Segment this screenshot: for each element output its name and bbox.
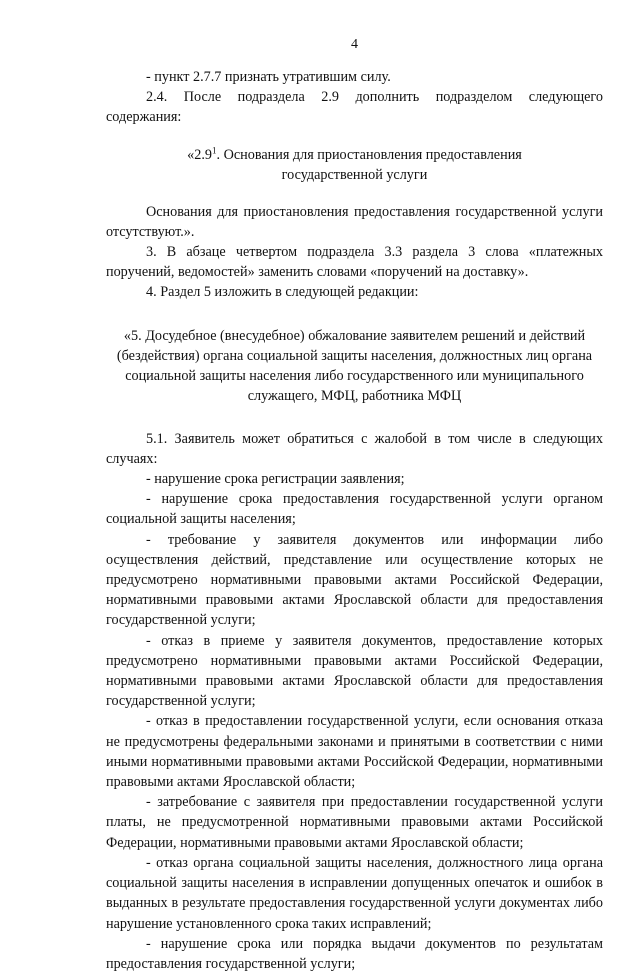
heading-superscript: 1 [212, 144, 217, 155]
list-item-refusal-service: - отказ в предоставлении государственной услуги, если основания отказа не предусмотрены федеральными законами и принятыми в соответствии с ними иными нормативными правовыми актами Российской Федерации, нормативными правовыми актами Ярославской области; [106, 713, 603, 791]
list-item-service-deadline: - нарушение срока предоставления государственной услуги органом социальной защиты населения; [106, 491, 603, 528]
list-item-issuance-violation: - нарушение срока или порядка выдачи документов по результатам предоставления государственной услуги; [106, 935, 603, 972]
heading-subsection-prefix: «2.9 [187, 146, 212, 163]
heading-subsection-title: . Основания для приостановления предоставления государственной услуги [216, 146, 522, 183]
paragraph-5-1: 5.1. Заявитель может обратиться с жалобой в том числе в следующих случаях: [106, 430, 603, 467]
paragraph-item-2-7-7: - пункт 2.7.7 признать утратившим силу. [146, 69, 391, 85]
list-item-fee-demand: - затребование с заявителя при предоставлении государственной услуги платы, не предусмотренной нормативными правовыми актами Российской Федерации, нормативными правовыми актами Ярославской области; [106, 794, 603, 851]
list-item-registration-deadline: - нарушение срока регистрации заявления; [146, 471, 405, 488]
paragraph-2-4: 2.4. После подраздела 2.9 дополнить подразделом следующего содержания: [106, 89, 603, 126]
paragraph-3: 3. В абзаце четвертом подраздела 3.3 раздела 3 слова «платежных поручений, ведомостей» заменить словами «поручений на доставку». [106, 244, 603, 281]
page-number: 4 [351, 37, 358, 52]
paragraph-4: 4. Раздел 5 изложить в следующей редакции: [146, 284, 419, 301]
heading-subsection-2-9-1 [106, 145, 603, 185]
paragraph-suspension-grounds: Основания для приостановления предоставления государственной услуги отсутствуют.». [106, 203, 603, 240]
list-item-document-requirement: - требование у заявителя документов или информации либо осуществления действий, представление или осуществление которых не предусмотрено нормативными правовыми актами Российской Федерации, нормативными правовыми актами Ярославской области для предоставления государственной услуги; [106, 531, 603, 629]
heading-section-5: «5. Досудебное (внесудебное) обжалование заявителем решений и действий (бездействия) органа социальной защиты населения, должностных лиц органа социальной защиты населения либо государственного или муниципального служащего, МФЦ, работника МФЦ [116, 327, 593, 404]
list-item-refusal-acceptance: - отказ в приеме у заявителя документов, предоставление которых предусмотрено нормативными правовыми актами Российской Федерации, нормативными правовыми актами Ярославской области для предоставления государственной услуги; [106, 632, 603, 710]
list-item-correction-refusal: - отказ органа социальной защиты населения, должностного лица органа социальной защиты населения в исправлении допущенных опечаток и ошибок в выданных в результате предоставления государственной услуги документах либо нарушение установленного срока таких исправлений; [106, 854, 603, 932]
